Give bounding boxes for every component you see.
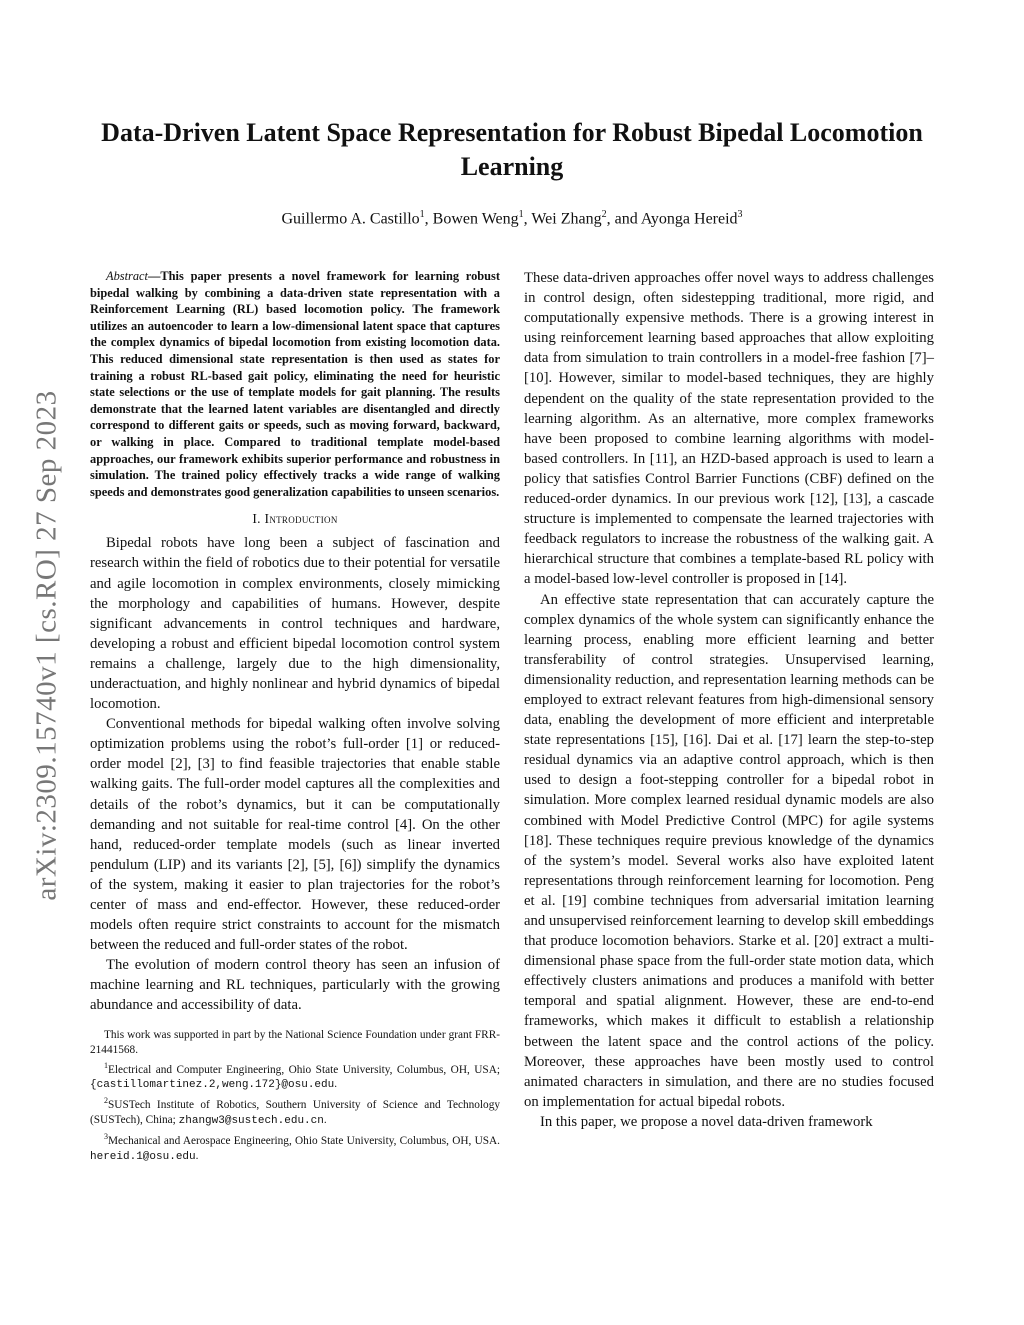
section-number: I. (252, 511, 261, 527)
author-list (90, 209, 934, 228)
author-name: Ayonga Hereid (640, 210, 738, 228)
paragraph: These data-driven approaches offer novel ways to address challenges in control design, often sidestepping traditional, more rigid, and computationally expensive methods. There is a growing interest in using reinforcement learning based approaches that allow exploiting data from simulation to train controllers in a model-free fashion [7]–[10]. However, similar to model-based techniques, they are highly dependent on the quality of the state representation provided to the learning algorithm. As an alternative, more complex frameworks have been proposed to combine learning algorithms with model-based controllers. In [11], an HZD-based approach is used to learn a policy that satisfies Control Barrier Functions (CBF) defined on the reduced-order dynamics. In our previous work [12], [13], a cascade structure is implemented to compensate the learned trajectories with feedback regulators to increase the robustness of the walking gait. A hierarchical structure that combines a template-based RL policy with a model-based low-level controller is proposed in [14]. (524, 270, 934, 588)
footnote-period: . (334, 1078, 338, 1091)
author-name: Wei Zhang (531, 210, 602, 228)
affiliation-mark: 1 (419, 209, 425, 220)
author-name: Guillermo A. Castillo (281, 210, 420, 228)
section-heading-introduction (90, 511, 500, 527)
paragraph: An effective state representation that can accurately capture the complex dynamics of the whole system can significantly enhance the learning process, enabling more efficient learning and better transferability of control strategies. Unsupervised learning, dimensionality reduction, and representation learning methods can be employed to extract relevant features from high-dimensional sensory data, enabling the development of more efficient and interpretable state representations [15], [16]. Dai et al. [17] learn the step-to-step residual dynamics via an adaptive control approach, which is then used to design a foot-stepping controller for a bipedal robot in simulation. More complex learned residual dynamic models are also combined with Model Predictive Control (MPC) for agile systems [18]. These techniques require previous knowledge of the dynamics of the system’s model. Several works also have exploited latent representations through reinforcement learning for locomotion. Peng et al. [19] combine techniques from adversarial imitation learning and unsupervised reinforcement learning to develop skill embeddings that produce locomotion behaviors. Starke et al. [20] extract a multi-dimensional phase space from the full-order state motion data, which effectively clusters animations and produces a manifold with better temporal and spatial alignment. However, these are end-to-end frameworks, which makes it difficult to establish a relationship between the latent space and the control actions of the policy. Moreover, these approaches have been mostly used to control animated characters in simulation, and there are no studies focused on implementation for actual bipedal robots. (524, 591, 934, 1110)
author-separator: , (424, 210, 433, 228)
footnote-mark: 3 (104, 1132, 108, 1142)
paper-title: Data-Driven Latent Space Representation for Robust Bipedal Locomotion Learning (101, 118, 923, 181)
funding-note: This work was supported in part by the National Science Foundation under grant FRR-21441568. (90, 1028, 500, 1056)
footnote-text: Mechanical and Aerospace Engineering, Ohio State University, Columbus, OH, USA. (108, 1134, 500, 1147)
footnote-period: . (195, 1149, 199, 1162)
affiliation-mark: 1 (518, 209, 524, 220)
right-column (524, 268, 934, 1132)
abstract-text: This paper presents a novel framework for learning robust bipedal walking by combining a data-driven state representation with a Reinforcement Learning (RL) based locomotion policy. The framework utilizes an autoencoder to learn a low-dimensional latent space that captures the complex dynamics of bipedal locomotion from existing locomotion data. This reduced dimensional state representation is then used as states for training a robust RL-based gait policy, eliminating the need for heuristic state selections or the use of template models for gait planning. The results demonstrate that the learned latent variables are disentangled and directly correspond to different gaits or speeds, such as moving forward, backward, or walking in place. Compared to traditional template model-based approaches, our framework exhibits superior performance and robustness in simulation. The trained policy effectively tracks a wide range of walking speeds and demonstrates good generalization capabilities to unseen scenarios. (90, 269, 500, 499)
author-separator: , (523, 210, 532, 228)
author-separator: , and (606, 210, 641, 228)
footnote-affiliation-2 (90, 1093, 500, 1129)
left-column (90, 268, 500, 1165)
author-name: Bowen Weng (432, 210, 519, 228)
email-link[interactable]: {castillomartinez.2,weng.172}@osu.edu (90, 1079, 335, 1092)
email-link[interactable]: zhangw3@sustech.edu.cn (178, 1115, 324, 1128)
abstract-label: Abstract (106, 269, 148, 283)
paragraph: Bipedal robots have long been a subject of fascination and research within the field of robotics due to their potential for versatile and agile locomotion in complex environments, closely mimicking the morphology and capabilities of humans. However, despite significant advancements in control techniques and hardware, developing a robust and efficient bipedal locomotion control system remains a challenge, largely due to the high dimensionality, underactuation, and highly nonlinear and hybrid dynamics of bipedal locomotion. (90, 535, 500, 713)
footnote-affiliation-1 (90, 1058, 500, 1094)
footnotes (90, 1028, 500, 1165)
footnote-text: Electrical and Computer Engineering, Ohio State University, Columbus, OH, USA; (108, 1063, 500, 1076)
section-title: Introduction (264, 511, 338, 527)
abstract (90, 268, 500, 500)
paragraph: The evolution of modern control theory has seen an infusion of machine learning and RL techniques, particularly with the growing abundance and accessibility of data. (90, 957, 500, 1014)
paragraph: In this paper, we propose a novel data-driven framework (540, 1113, 873, 1130)
email-link[interactable]: hereid.1@osu.edu (90, 1150, 196, 1163)
footnote-mark: 1 (104, 1060, 108, 1070)
footnote-text: SUSTech Institute of Robotics, Southern University of Science and Technology (SUSTech), China; (90, 1099, 500, 1127)
footnote-affiliation-3 (90, 1129, 500, 1165)
footnote-period: . (323, 1114, 327, 1127)
paragraph: Conventional methods for bipedal walking often involve solving optimization problems using the robot’s full-order [1] or reduced-order model [2], [3] to find feasible trajectories that enable stable walking gaits. The full-order model captures all the complexities and details of the robot’s dynamics, but it can be computationally demanding and not suitable for real-time control [4]. On the other hand, reduced-order template models (such as linear inverted pendulum (LIP) and its variants [2], [5], [6]) simplify the dynamics of the system, making it easier to plan trajectories for the robot’s center of mass and end-effector. However, these reduced-order models often require strict constraints to account for the mismatch between the reduced and full-order states of the robot. (90, 716, 500, 954)
arxiv-identifier (30, 350, 64, 940)
abstract-dash: — (148, 269, 161, 283)
arxiv-identifier-text: arXiv:2309.15740v1 [cs.RO] 27 Sep 2023 (30, 389, 63, 901)
footnote-mark: 2 (104, 1096, 108, 1106)
affiliation-mark: 3 (737, 209, 743, 220)
affiliation-mark: 2 (601, 209, 607, 220)
